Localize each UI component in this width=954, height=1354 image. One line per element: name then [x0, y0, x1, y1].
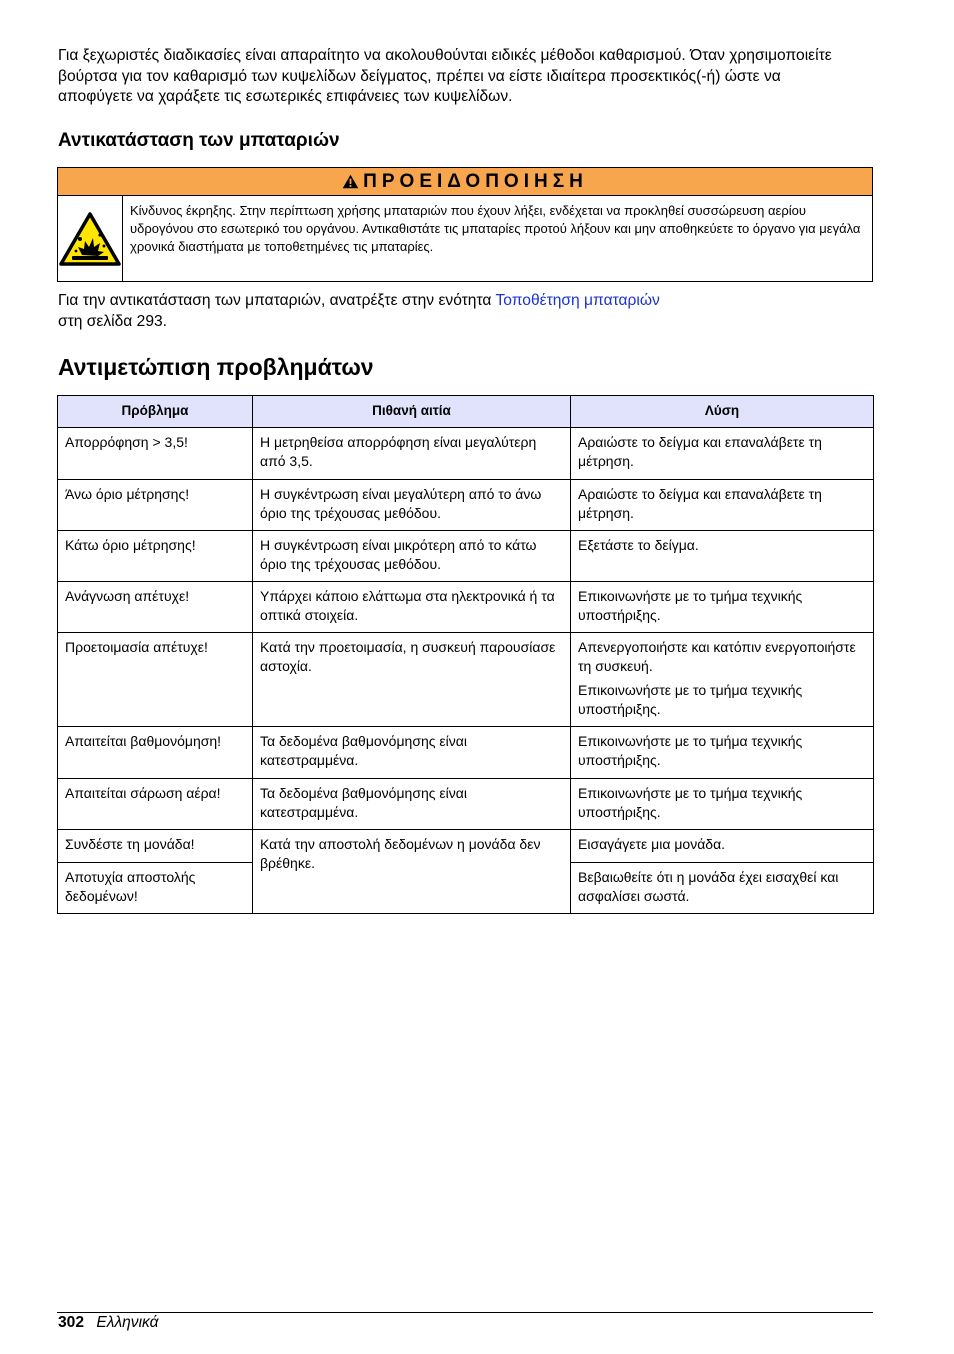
- solution-text: Επικοινωνήστε με το τμήμα τεχνικής υποστήριξης.: [578, 785, 803, 820]
- solution-cell: [571, 633, 874, 727]
- footer-divider: [57, 1312, 873, 1313]
- page-footer: [58, 1313, 159, 1333]
- cause-cell: Υπάρχει κάποιο ελάττωμα στα ηλεκτρονικά ή τα οπτικά στοιχεία.: [253, 582, 571, 633]
- problem-cell: Απαιτείται βαθμονόμηση!: [58, 727, 253, 779]
- cause-cell: Η μετρηθείσα απορρόφηση είναι μεγαλύτερη από 3,5.: [253, 428, 571, 480]
- intro-paragraph: Για ξεχωριστές διαδικασίες είναι απαραίτητο να ακολουθούνται ειδικές μέθοδοι καθαρισμού. Όταν χρησιμοποιείτε βούρτσα για τον καθαρισμό των κυψελίδων δείγματος, πρέπει να είστε ιδιαίτερα προσεκτικός(-ή) ώστε να αποφύγετε να χαράξετε τις εσωτερικές επιφάνειες των κυψελίδων.: [58, 47, 832, 105]
- problem-cell: Αποτυχία αποστολής δεδομένων!: [58, 863, 253, 914]
- explosion-hazard-icon: [58, 211, 122, 267]
- cause-cell: Η συγκέντρωση είναι μικρότερη από το κάτω όριο της τρέχουσας μεθόδου.: [253, 531, 571, 582]
- warning-title: ΠΡΟΕΙΔΟΠΟΙΗΣΗ: [363, 170, 588, 192]
- cause-cell: Κατά την προετοιμασία, η συσκευή παρουσίασε αστοχία.: [253, 633, 571, 727]
- table-row: [58, 727, 874, 779]
- problem-cell: Κάτω όριο μέτρησης!: [58, 531, 253, 582]
- table-row: [58, 428, 874, 480]
- solution-text: Αραιώστε το δείγμα και επαναλάβετε τη μέτρηση.: [578, 434, 822, 469]
- table-row: [58, 779, 874, 830]
- solution-cell: [571, 582, 874, 633]
- solution-cell: [571, 480, 874, 531]
- cause-cell: Τα δεδομένα βαθμονόμησης είναι κατεστραμμένα.: [253, 727, 571, 779]
- solution-cell: [571, 830, 874, 863]
- warning-triangle-icon: [342, 174, 359, 189]
- warning-header: [58, 168, 872, 196]
- cause-cell: Τα δεδομένα βαθμονόμησης είναι κατεστραμμένα.: [253, 779, 571, 830]
- solution-text: Επικοινωνήστε με το τμήμα τεχνικής υποστήριξης.: [578, 682, 803, 717]
- warning-text: Κίνδυνος έκρηξης. Στην περίπτωση χρήσης μπαταριών που έχουν λήξει, ενδέχεται να προκληθεί συσσώρευση αερίου υδρογόνου στο εσωτερικό του οργάνου. Αντικαθιστάτε τις μπαταρίες προτού λήξουν και μην αποθηκεύετε το όργανο για μεγάλα χρονικά διαστήματα με τοποθετημένες τις μπαταρίες.: [130, 203, 861, 254]
- battery-reference-text: Για την αντικατάσταση των μπαταριών, ανατρέξτε στην ενότητα: [58, 292, 496, 309]
- column-header-cause: Πιθανή αιτία: [253, 396, 571, 428]
- problem-cell: Ανάγνωση απέτυχε!: [58, 582, 253, 633]
- footer-language: Ελληνικά: [96, 1314, 159, 1331]
- solution-cell: [571, 428, 874, 480]
- solution-text: Αραιώστε το δείγμα και επαναλάβετε τη μέτρηση.: [578, 486, 822, 521]
- section-heading-battery-replacement: Αντικατάσταση των μπαταριών: [58, 130, 340, 151]
- table-row: [58, 582, 874, 633]
- table-row: [58, 531, 874, 582]
- solution-text: Επικοινωνήστε με το τμήμα τεχνικής υποστήριξης.: [578, 588, 803, 623]
- troubleshooting-table: [57, 395, 874, 914]
- battery-reference-paragraph: [58, 290, 858, 332]
- problem-cell: Άνω όριο μέτρησης!: [58, 480, 253, 531]
- table-row: [58, 480, 874, 531]
- page-number: 302: [58, 1314, 85, 1331]
- solution-text: Απενεργοποιήστε και κατόπιν ενεργοποιήστε τη συσκευή.: [578, 639, 856, 674]
- warning-box: [57, 167, 873, 282]
- battery-reference-page: στη σελίδα 293.: [58, 313, 168, 330]
- problem-cell: Προετοιμασία απέτυχε!: [58, 633, 253, 727]
- solution-text: Βεβαιωθείτε ότι η μονάδα έχει εισαχθεί και ασφαλίσει σωστά.: [578, 869, 839, 904]
- solution-text: Εισαγάγετε μια μονάδα.: [578, 836, 726, 852]
- cause-cell: Η συγκέντρωση είναι μεγαλύτερη από το άνω όριο της τρέχουσας μεθόδου.: [253, 480, 571, 531]
- solution-cell: [571, 863, 874, 914]
- table-row: [58, 633, 874, 727]
- table-row: [58, 830, 874, 863]
- solution-cell: [571, 531, 874, 582]
- table-header-row: [58, 396, 874, 428]
- problem-cell: Απορρόφηση > 3,5!: [58, 428, 253, 480]
- problem-cell: Συνδέστε τη μονάδα!: [58, 830, 253, 863]
- column-header-problem: Πρόβλημα: [58, 396, 253, 428]
- battery-installation-link[interactable]: Τοποθέτηση μπαταριών: [495, 292, 660, 309]
- solution-cell: [571, 727, 874, 779]
- column-header-solution: Λύση: [571, 396, 874, 428]
- problem-cell: Απαιτείται σάρωση αέρα!: [58, 779, 253, 830]
- solution-text: Εξετάστε το δείγμα.: [578, 537, 699, 553]
- section-heading-troubleshooting: Αντιμετώπιση προβλημάτων: [58, 354, 374, 380]
- solution-text: Επικοινωνήστε με το τμήμα τεχνικής υποστήριξης.: [578, 733, 803, 768]
- cause-cell: Κατά την αποστολή δεδομένων η μονάδα δεν βρέθηκε.: [253, 830, 571, 914]
- solution-cell: [571, 779, 874, 830]
